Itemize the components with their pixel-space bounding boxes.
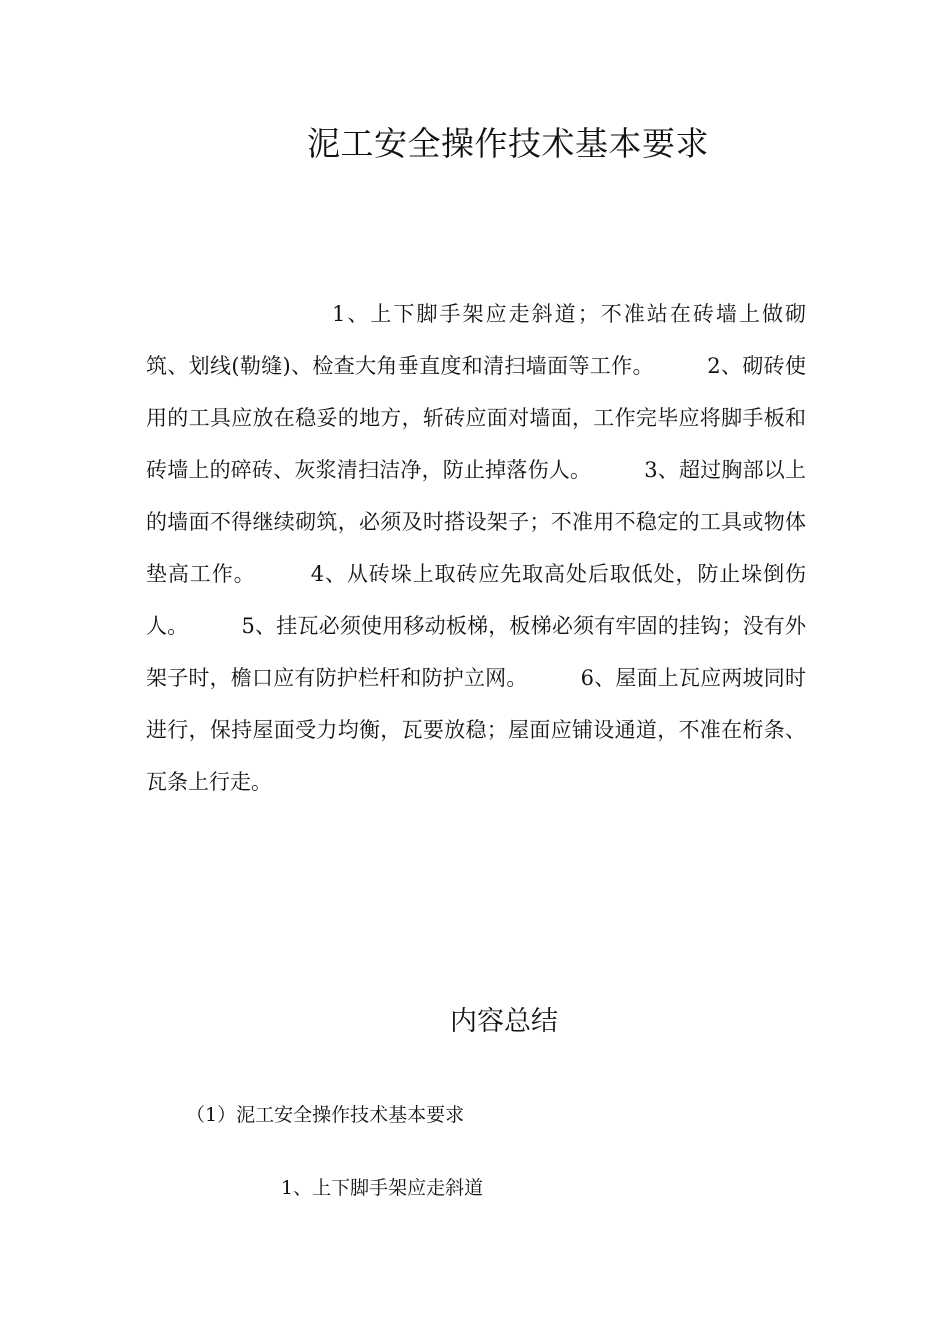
document-body-paragraph: 1、上下脚手架应走斜道；不准站在砖墙上做砌筑、划线(勒缝)、检查大角垂直度和清扫墙面等工作。 2、砌砖使用的工具应放在稳妥的地方，斩砖应面对墙面，工作完毕应将脚手板和砖墙上的碎砖、灰浆清扫洁净，防止掉落伤人。 3、超过胸部以上的墙面不得继续砌筑，必须及时搭设架子；不准用不稳定的工具或物体垫高工作。 4、从砖垛上取砖应先取高处后取低处，防止垛倒伤人。 5、挂瓦必须使用移动板梯，板梯必须有牢固的挂钩；没有外架子时，檐口应有防护栏杆和防护立网。 6、屋面上瓦应两坡同时进行，保持屋面受力均衡，瓦要放稳；屋面应铺设通道，不准在桁条、瓦条上行走。 (146, 302, 806, 794)
summary-subitem: 1、上下脚手架应走斜道 (281, 1177, 484, 1199)
summary-item: （1）泥工安全操作技术基本要求 (186, 1104, 465, 1126)
document-title: 泥工安全操作技术基本要求 (307, 124, 709, 163)
summary-title: 内容总结 (450, 1006, 558, 1037)
